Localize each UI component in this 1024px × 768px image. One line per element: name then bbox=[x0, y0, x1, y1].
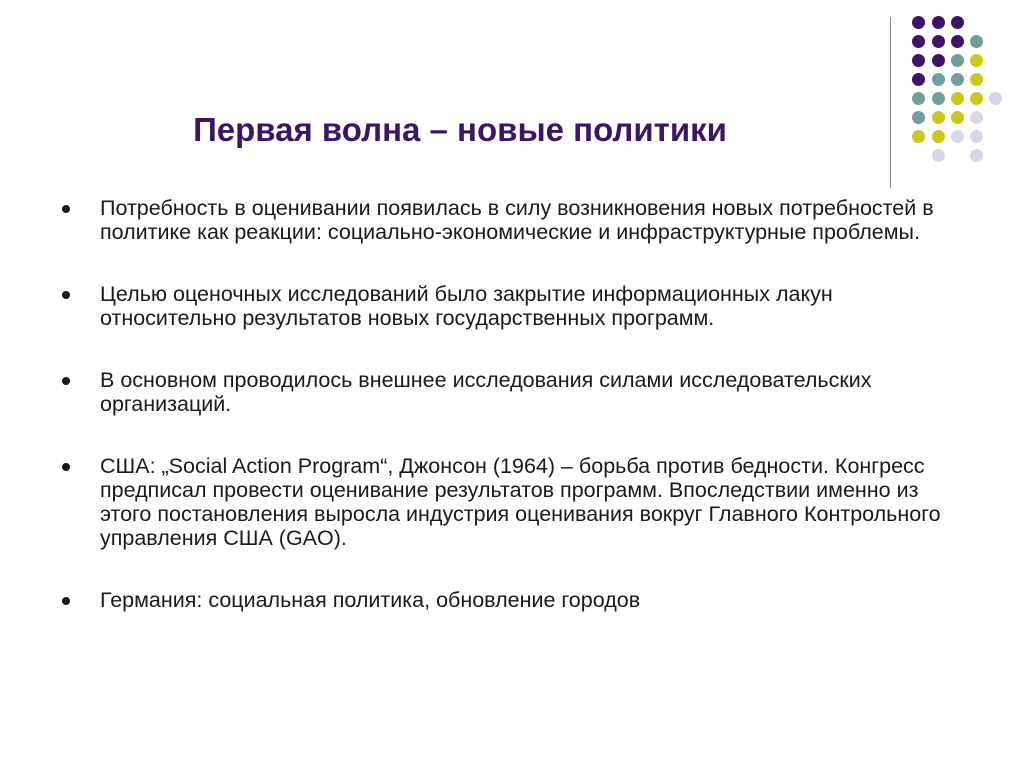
bullet-dot-icon bbox=[62, 597, 70, 605]
bullet-text: В основном проводилось внешнее исследования силами исследовательских организаций. bbox=[100, 368, 872, 416]
bullet-text: США: „Social Action Program“, Джонсон (1964) – борьба против бедности. Конгресс предписал провести оценивание результатов программ. Впоследствии именно из этого постановления выросла индустрия оценивания вокруг Главного Контрольного управления США (GAO). bbox=[100, 454, 941, 550]
decor-dot bbox=[932, 92, 945, 105]
decor-dot bbox=[970, 54, 983, 67]
bullet-item bbox=[60, 196, 960, 244]
decor-dot bbox=[912, 130, 925, 143]
decor-dot bbox=[951, 92, 964, 105]
decor-dot bbox=[951, 35, 964, 48]
bullet-item bbox=[60, 454, 960, 550]
decorative-dot-grid bbox=[0, 0, 1024, 200]
decor-dot bbox=[951, 54, 964, 67]
decor-dot bbox=[912, 73, 925, 86]
decor-dot bbox=[912, 35, 925, 48]
bullet-dot-icon bbox=[62, 205, 70, 213]
decor-dot bbox=[951, 111, 964, 124]
decor-dot bbox=[912, 16, 925, 29]
bullet-dot-icon bbox=[62, 291, 70, 299]
bullet-text: Целью оценочных исследований было закрытие информационных лакун относительно результатов новых государственных программ. bbox=[100, 282, 833, 330]
decor-dot bbox=[932, 130, 945, 143]
vertical-divider bbox=[890, 17, 891, 188]
decor-dot bbox=[989, 92, 1002, 105]
decor-dot bbox=[951, 16, 964, 29]
bullet-dot-icon bbox=[62, 463, 70, 471]
decor-dot bbox=[970, 111, 983, 124]
decor-dot bbox=[970, 73, 983, 86]
decor-dot bbox=[970, 130, 983, 143]
bullet-list bbox=[60, 196, 960, 650]
bullet-text: Потребность в оценивании появилась в силу возникновения новых потребностей в политике как реакции: социально-экономические и инфраструктурные проблемы. bbox=[100, 196, 934, 244]
bullet-text: Германия: социальная политика, обновление городов bbox=[100, 588, 641, 612]
decor-dot bbox=[912, 111, 925, 124]
slide-title: Первая волна – новые политики bbox=[193, 111, 727, 148]
decor-dot bbox=[932, 111, 945, 124]
bullet-item bbox=[60, 588, 960, 612]
decor-dot bbox=[932, 54, 945, 67]
decor-dot bbox=[912, 54, 925, 67]
decor-dot bbox=[932, 149, 945, 162]
bullet-item bbox=[60, 282, 960, 330]
decor-dot bbox=[970, 149, 983, 162]
decor-dot bbox=[932, 73, 945, 86]
decor-dot bbox=[951, 73, 964, 86]
decor-dot bbox=[932, 35, 945, 48]
decor-dot bbox=[912, 92, 925, 105]
decor-dot bbox=[970, 35, 983, 48]
decor-dot bbox=[970, 92, 983, 105]
decor-dot bbox=[932, 16, 945, 29]
bullet-item bbox=[60, 368, 960, 416]
bullet-dot-icon bbox=[62, 377, 70, 385]
decor-dot bbox=[951, 130, 964, 143]
